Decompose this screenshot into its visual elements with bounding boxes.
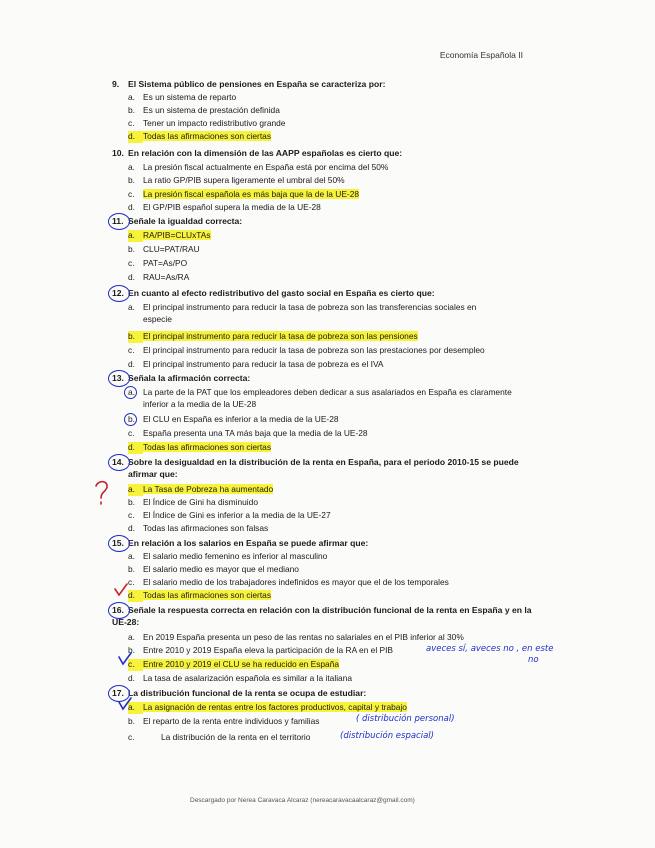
question-11: 11. Señale la igualdad correcta: — [112, 216, 243, 226]
option-12a: a. El principal instrumento para reducir la tasa de pobreza son las transferencias sociales en especie — [128, 302, 477, 324]
question-17: 17. La distribución funcional de la renta se ocupa de estudiar: — [112, 688, 367, 698]
highlighted-answer: La asignación de rentas entre los factores productivos, capital y trabajo — [143, 702, 407, 712]
question-12: 12. En cuanto al efecto redistributivo del gasto social en España es cierto que: — [112, 288, 435, 298]
option-13c: c. España presenta una TA más baja que la media de la UE-28 — [128, 428, 368, 438]
handwritten-note: aveces sí, aveces no , en este — [426, 644, 554, 654]
highlighted-answer: Todas las afirmaciones son ciertas — [143, 590, 272, 600]
highlighted-answer: RA/PIB=CLUxTAs — [143, 230, 211, 240]
circle-mark — [108, 602, 130, 619]
checkmark-icon — [118, 697, 132, 711]
option-16d: d. La tasa de asalarización española es similar a la italiana — [128, 673, 353, 683]
handwritten-note: (distribución espacial) — [340, 731, 434, 741]
question-number: 9. — [112, 79, 120, 89]
checkmark-icon — [118, 652, 132, 666]
option-11a: a. RA/PIB=CLUxTAs — [128, 230, 211, 240]
option-13d: d. Todas las afirmaciones son ciertas — [128, 442, 272, 452]
option-14d: d. Todas las afirmaciones son falsas — [128, 523, 269, 533]
highlighted-answer: El principal instrumento para reducir la tasa de pobreza son las pensiones — [143, 331, 418, 341]
circle-mark — [124, 386, 137, 399]
option-15b: b. El salario medio es mayor que el mediano — [128, 564, 299, 574]
circle-mark — [108, 454, 130, 471]
option-9a: a. Es un sistema de reparto — [128, 92, 237, 102]
option-10c: c. La presión fiscal española es más baja que la de la UE-28 — [128, 189, 360, 199]
option-16b: b. Entre 2010 y 2019 España eleva la participación de la RA en el PIB — [128, 645, 394, 655]
question-13: 13. Señala la afirmación correcta: — [112, 373, 251, 383]
highlighted-answer: Todas las afirmaciones son ciertas — [143, 442, 272, 452]
option-12b: b. El principal instrumento para reducir la tasa de pobreza son las pensiones — [128, 331, 418, 341]
option-15d: d. Todas las afirmaciones son ciertas — [128, 590, 272, 600]
option-9b: b. Es un sistema de prestación definida — [128, 105, 280, 115]
option-11c: c. PAT=As/PO — [128, 258, 188, 268]
highlighted-answer: Todas las afirmaciones son ciertas — [143, 131, 272, 141]
option-12d: d. El principal instrumento para reducir la tasa de pobreza es el IVA — [128, 359, 384, 369]
option-17b: b. El reparto de la renta entre individuos y familias — [128, 716, 320, 726]
option-9d: d. Todas las afirmaciones son ciertas — [128, 131, 272, 141]
option-15a: a. El salario medio femenino es inferior al masculino — [128, 551, 328, 561]
option-14b: b. El Índice de Gini ha disminuido — [128, 497, 258, 507]
option-16a: a. En 2019 España presenta un peso de las rentas no salariales en el PIB inferior al 30% — [128, 632, 464, 642]
option-16c: c. Entre 2010 y 2019 el CLU se ha reducido en España — [128, 659, 340, 669]
circle-mark — [108, 370, 130, 387]
option-11d: d. RAU=As/RA — [128, 272, 190, 282]
page-header: Economía Española II — [439, 50, 523, 60]
option-12c: c. El principal instrumento para reducir la tasa de pobreza son las prestaciones por desempleo — [128, 345, 485, 355]
option-10a: a. La presión fiscal actualmente en España está por encima del 50% — [128, 162, 389, 172]
option-17a: a. La asignación de rentas entre los factores productivos, capital y trabajo — [128, 702, 407, 712]
option-14a: a. La Tasa de Pobreza ha aumentado — [128, 484, 274, 494]
option-15c: c. El salario medio de los trabajadores indefinidos es mayor que el de los temporales — [128, 577, 449, 587]
handwritten-note: no — [528, 655, 539, 665]
option-17c: c. La distribución de la renta en el territorio — [128, 732, 311, 742]
handwritten-note: ( distribución personal) — [356, 714, 455, 724]
question-16: 16. Señale la respuesta correcta en relación con la distribución funcional de la renta en España y en la UE-28: — [112, 605, 532, 627]
option-9c: c. Tener un impacto redistributivo grande — [128, 118, 286, 128]
highlighted-answer: Entre 2010 y 2019 el CLU se ha reducido en España — [143, 659, 340, 669]
option-14c: c. El Índice de Gini es inferior a la media de la UE-27 — [128, 510, 331, 520]
question-10: 10. En relación con la dimensión de las AAPP españolas es cierto que: — [112, 148, 403, 158]
option-13a: a. La parte de la PAT que los empleadores deben dedicar a sus asalariados en España es claramente inferior a la media de la UE-28 — [128, 387, 512, 409]
question-9 — [112, 79, 552, 91]
highlighted-answer: La Tasa de Pobreza ha aumentado — [143, 484, 274, 494]
question-mark-icon — [92, 480, 112, 508]
question-15: 15. En relación a los salarios en España se puede afirmar que: — [112, 538, 369, 548]
option-13b: b. El CLU en España es inferior a la media de la UE-28 — [128, 414, 339, 424]
option-10b: b. La ratio GP/PIB supera ligeramente el umbral del 50% — [128, 175, 345, 185]
circle-mark — [108, 535, 130, 552]
highlighted-answer: La presión fiscal española es más baja que la de la UE-28 — [143, 189, 360, 199]
page-footer: Descargado por Nerea Caravaca Alcaraz (nereacaravacaalcaraz@gmail.com) — [190, 797, 415, 804]
circle-mark — [108, 285, 130, 302]
circle-mark — [108, 213, 130, 230]
question-14: 14. Sobre la desigualdad en la distribución de la renta en España, para el periodo 2010-15 se puede afirmar que: — [112, 457, 519, 479]
option-10d: d. El GP/PIB español supera la media de la UE-28 — [128, 202, 321, 212]
checkmark-icon — [114, 583, 128, 597]
question-text: El Sistema público de pensiones en España se caracteriza por: — [128, 79, 386, 89]
option-11b: b. CLU=PAT/RAU — [128, 244, 200, 254]
circle-mark — [124, 413, 137, 426]
